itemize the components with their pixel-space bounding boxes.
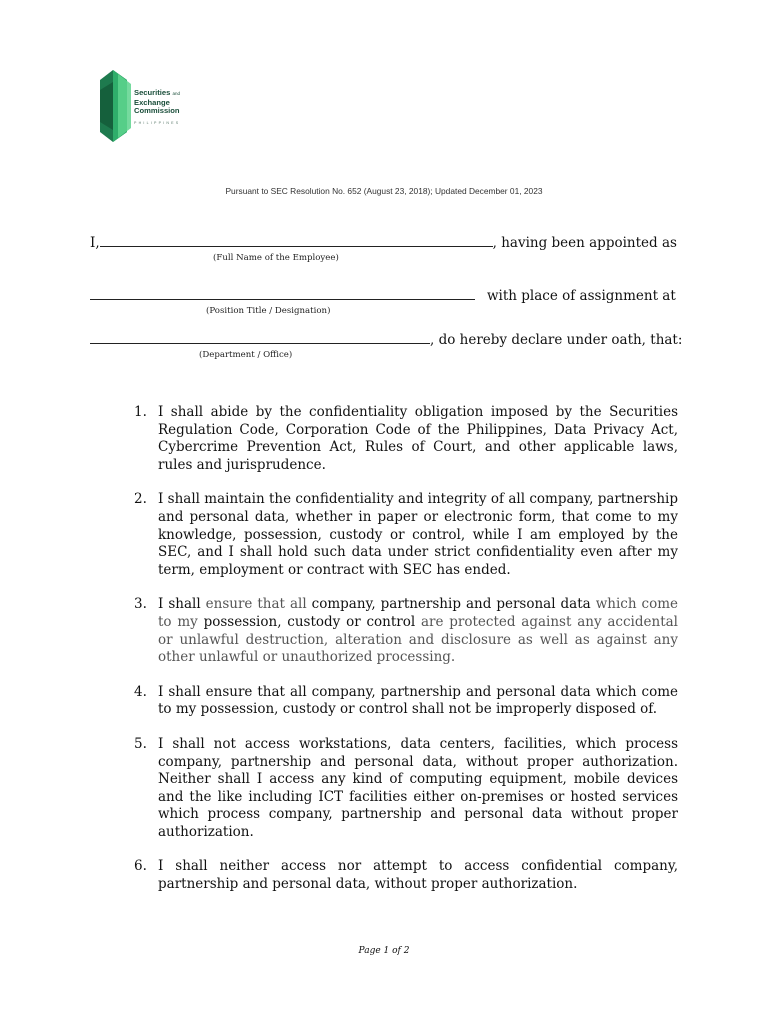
page-footer: Page 1 of 2 (358, 946, 410, 956)
list-item (134, 596, 679, 666)
item-text: I shall abide by the confidentiality obligation imposed by the Securities Regulation Code, Corporation Code of the Philippines, Data Privacy Act, Cybercrime Prevention Act, Rules of Court, and other applicable laws, rules and jurisprudence. (158, 404, 678, 473)
logo-line-3: Commission (134, 106, 180, 116)
item-number: 6. (134, 858, 147, 875)
item-number: 2. (134, 491, 147, 508)
position-hint: (Position Title / Designation) (206, 306, 331, 316)
item-number: 1. (134, 404, 147, 420)
declare-line (90, 331, 682, 348)
assignment-suffix: with place of assignment at (487, 288, 676, 304)
item-number: 3. (134, 596, 147, 613)
department-field[interactable] (90, 331, 430, 344)
item-text-b: ensure that all (205, 596, 312, 613)
list-item (134, 735, 678, 842)
item-number: 5. (134, 735, 147, 752)
item-number: 4. (134, 683, 147, 700)
list-item (134, 683, 678, 719)
list-item (134, 404, 678, 474)
item-text: I shall not access workstations, data centers, facilities, which process company, partnership and personal data, without proper authorization. Neither shall I access any kind of computing equipment, mobile devices and the like including ICT facilities either on-premises or hosted services which process company, partnership and personal data without proper authorization. (158, 735, 678, 840)
employee-name-field[interactable] (100, 234, 493, 247)
list-item (134, 491, 678, 579)
resolution-reference: Pursuant to SEC Resolution No. 652 (August 23, 2018); Updated December 01, 2023 (225, 186, 543, 196)
logo-subtitle: PHILIPPINES (134, 121, 181, 125)
logo-and: and (172, 91, 180, 96)
item-text: I shall neither access nor attempt to access confidential company, partnership and personal data, without proper authorization. (158, 858, 678, 893)
sec-logo-wordmark (134, 89, 180, 116)
item-text: I shall maintain the confidentiality and integrity of all company, partnership and personal data, whether in paper or electronic form, that come to my knowledge, possession, custody or control, while I am employed by the SEC, and I shall hold such data under strict confidentiality even after my term, employment or contract with SEC has ended. (158, 491, 678, 578)
name-hint: (Full Name of the Employee) (213, 253, 339, 263)
position-title-field[interactable] (90, 287, 475, 300)
logo-line-1: Securities (134, 88, 171, 97)
sec-logo-icon (97, 70, 137, 144)
list-item (134, 858, 678, 893)
item-text-d: which come to my (158, 596, 679, 630)
item-text: I shall ensure that all company, partnership and personal data which come to my possession, custody or control shall not be improperly disposed of. (158, 683, 678, 718)
intro-prefix: I, (90, 235, 100, 251)
intro-suffix: , having been appointed as (492, 235, 677, 251)
item-text-f: are protected against any accidental or unlawful destruction, alteration and disclosure as well as against any other unlawful or unauthorized processing. (158, 613, 678, 666)
item-text-a: I shall (158, 596, 206, 613)
intro-line (90, 234, 677, 251)
item-text-e: possession, custody or control (203, 613, 421, 630)
declare-suffix: , do hereby declare under oath, that: (430, 332, 683, 348)
assignment-line (90, 287, 676, 304)
logo-line-2: Exchange (134, 97, 170, 107)
item-text-c: company, partnership and personal data (311, 596, 596, 613)
department-hint: (Department / Office) (199, 350, 293, 360)
declaration-list (134, 404, 679, 911)
